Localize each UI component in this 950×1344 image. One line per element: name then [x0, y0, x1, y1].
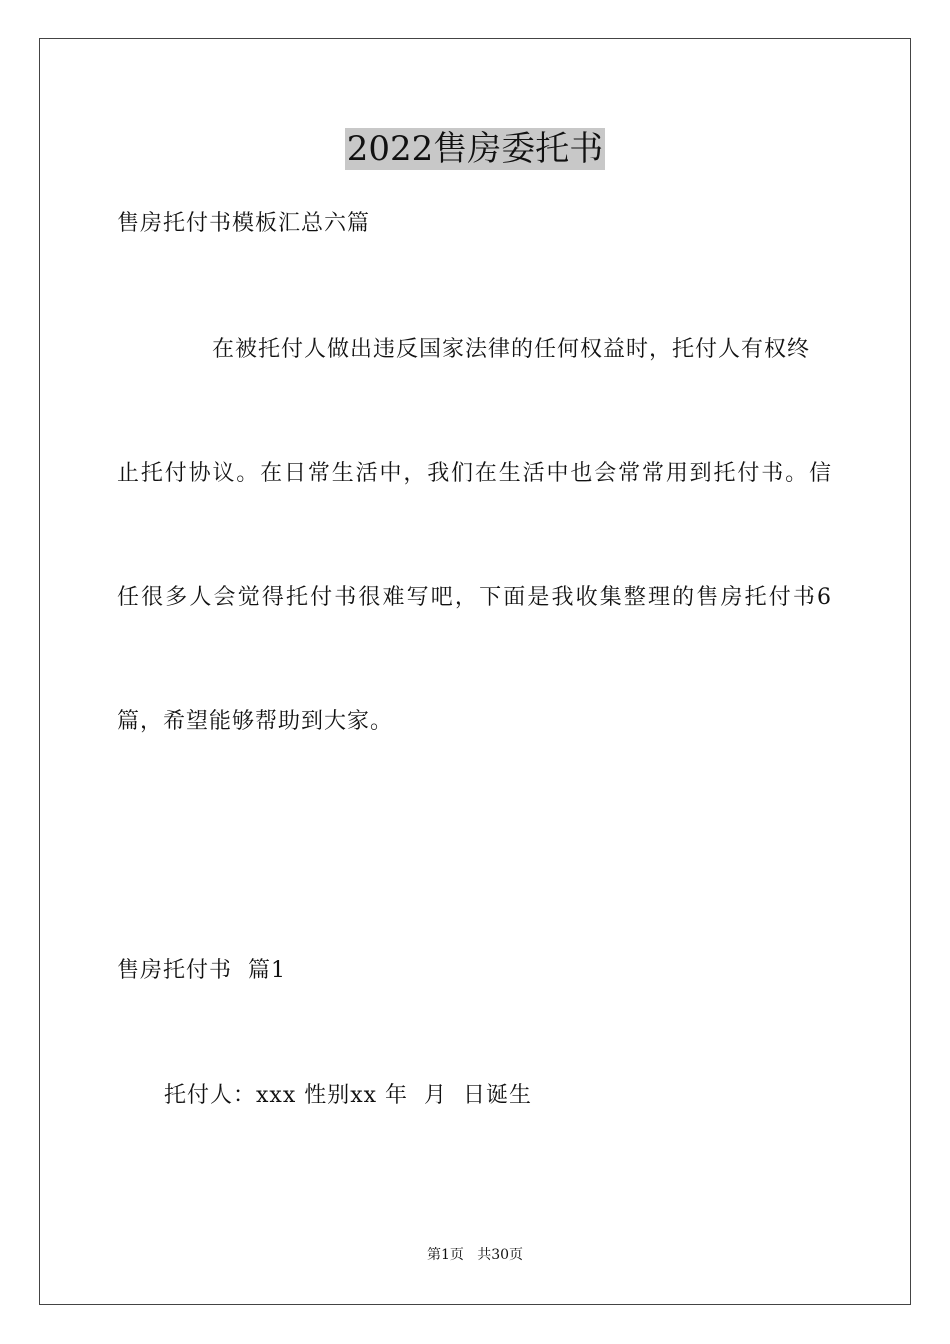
page-number: 第1页 共30页: [426, 1247, 524, 1263]
intro-line-1: 在被托付人做出违反国家法律的任何权益时，托付人有权终: [212, 337, 811, 362]
intro-line-2: 止托付协议。在日常生活中，我们在生活中也会常常用到托付书。信: [117, 461, 831, 486]
page-footer: [0, 1245, 950, 1265]
document-subtitle: 售房托付书模板汇总六篇: [117, 211, 371, 236]
intro-line-4: 篇，希望能够帮助到大家。: [117, 709, 394, 734]
title-container: [0, 128, 950, 170]
document-title: 2022售房委托书: [346, 129, 604, 169]
section-heading-1: 售房托付书 篇1: [117, 958, 286, 983]
section-1-line-1: 托付人：xxx 性别xx 年 月 日诞生: [164, 1083, 532, 1108]
intro-line-3: 任很多人会觉得托付书很难写吧，下面是我收集整理的售房托付书6: [117, 585, 831, 610]
